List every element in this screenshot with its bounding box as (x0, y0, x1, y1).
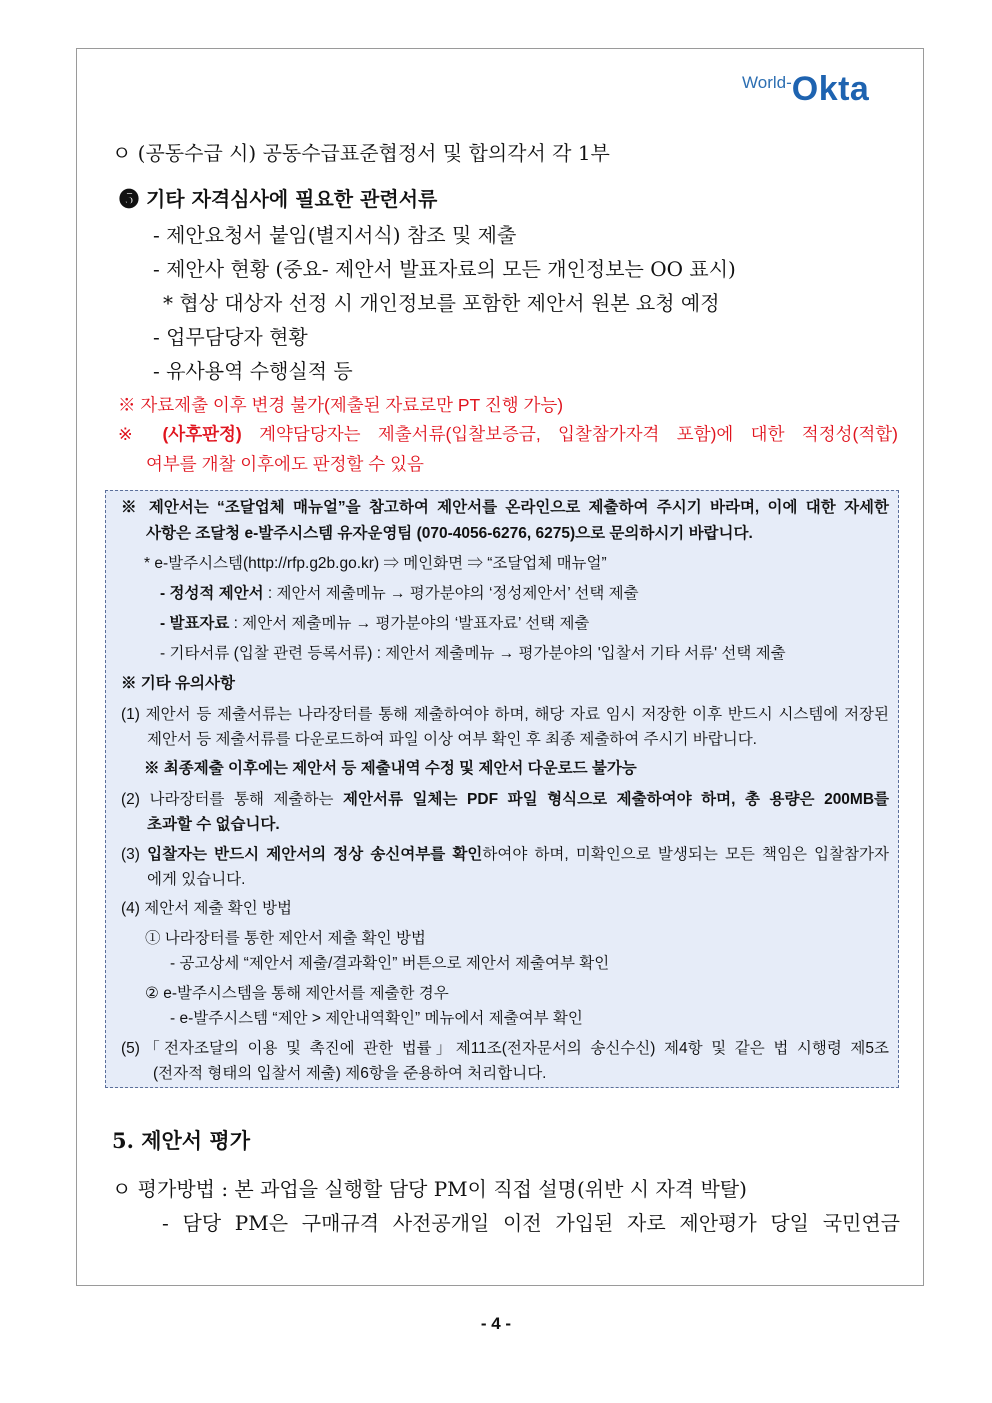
logo-name: Okta (791, 70, 870, 108)
evaluation-pm-note: - 담당 PM은 구매규격 사전공개일 이전 가입된 자로 제안평가 당일 국민연금 (162, 1211, 900, 1235)
box-line-18: ② e-발주시스템을 통해 제안서를 제출한 경우 (145, 985, 449, 1002)
box-line-7: ※ 기타 유의사항 (121, 675, 235, 692)
box-line-6: - 기타서류 (입찰 관련 등록서류) : 제안서 제출메뉴 → 평가분야의 '입찰서 기타 서류' 선택 제출 (160, 645, 786, 662)
box-line-8: (1) 제안서 등 제출서류는 나라장터를 통해 제출하여야 하며, 해당 자료 임시 저장한 이후 반드시 시스템에 저장된 (121, 706, 889, 723)
box-line-11 (121, 789, 889, 811)
box-line-1: ※ 제안서는 “조달업체 매뉴얼”을 참고하여 제안서를 온라인으로 제출하여 주시기 바라며, 이에 대한 자세한 (121, 499, 889, 516)
box-line-3: * e-발주시스템(http://rfp.g2b.go.kr) ⇒ 메인화면 ⇒ “조달업체 매뉴얼” (144, 555, 607, 572)
box-line-17: - 공고상세 “제안서 제출/결과확인” 버튼으로 제안서 제출여부 확인 (170, 955, 610, 972)
box-line-4-text: : 제안서 제출메뉴 → 평가분야의 ‘정성제안서’ 선택 제출 (263, 585, 639, 602)
red-notice-3: 여부를 개찰 이후에도 판정할 수 있음 (146, 454, 424, 474)
box-line-9: 제안서 등 제출서류를 다운로드하여 파일 이상 여부 확인 후 최종 제출하여 주시기 바랍니다. (147, 731, 757, 748)
box-line-13 (121, 844, 889, 866)
box-line-2: 사항은 조달청 e-발주시스템 유자운영팀 (070-4056-6276, 6275)으로 문의하시기 바랍니다. (146, 525, 753, 542)
box-line-19: - e-발주시스템 “제안 > 제안내역확인” 메뉴에서 제출여부 확인 (170, 1010, 583, 1027)
box-line-10: ※ 최종제출 이후에는 제안서 등 제출내역 수정 및 제안서 다운로드 불가능 (144, 760, 637, 777)
red-notice-mark: ※ (118, 424, 146, 444)
logo-prefix: World- (742, 73, 792, 92)
section-heading-other-docs: ❺ 기타 자격심사에 필요한 관련서류 (119, 187, 438, 211)
joint-supply-line: ㅇ (공동수급 시) 공동수급표준협정서 및 합의각서 각 1부 (112, 141, 610, 165)
red-notice-1: ※ 자료제출 이후 변경 불가(제출된 자료로만 PT 진행 가능) (118, 395, 564, 415)
doc-item-4: - 유사용역 수행실적 등 (153, 359, 353, 383)
page-number: - 4 - (480, 1314, 512, 1333)
box-line-15: (4) 제안서 제출 확인 방법 (121, 900, 292, 917)
red-notice-2 (118, 421, 898, 447)
box-line-13-a: (3) (121, 846, 148, 863)
evaluation-method: ㅇ 평가방법 : 본 과업을 실행할 담당 PM이 직접 설명(위반 시 자격 박탈) (112, 1177, 747, 1201)
box-line-12: 초과할 수 없습니다. (147, 816, 280, 833)
box-line-14: 에게 있습니다. (147, 871, 246, 888)
box-line-5 (160, 613, 589, 635)
red-notice-text: 계약담당자는 제출서류(입찰보증금, 입찰참가자격 포함)에 대한 적정성(적합) (241, 424, 898, 444)
doc-item-2: - 제안사 현황 (중요- 제안서 발표자료의 모든 개인정보는 OO 표시) (153, 257, 736, 281)
box-line-13-b: 입찰자는 반드시 제안서의 정상 송신여부를 확인 (147, 846, 483, 863)
box-line-11-b: 제안서류 일체는 PDF 파일 형식으로 제출하여야 하며, 총 용량은 200MB를 (343, 791, 890, 808)
doc-item-3: - 업무담당자 현황 (153, 325, 308, 349)
red-notice-bold: (사후판정) (162, 424, 242, 444)
box-line-5-text: : 제안서 제출메뉴 → 평가분야의 ‘발표자료’ 선택 제출 (229, 615, 590, 632)
box-line-20: (5)「전자조달의 이용 및 촉진에 관한 법률」제11조(전자문서의 송신수신) 제4항 및 같은 법 시행령 제5조 (121, 1040, 889, 1057)
doc-item-1: - 제안요청서 붙임(별지서식) 참조 및 제출 (153, 223, 517, 247)
doc-note: * 협상 대상자 선정 시 개인정보를 포함한 제안서 원본 요청 예정 (163, 291, 720, 315)
box-line-5-label: - 발표자료 (160, 615, 230, 632)
box-line-11-a: (2) 나라장터를 통해 제출하는 (121, 791, 344, 808)
box-line-21: (전자적 형태의 입찰서 제출) 제6항을 준용하여 처리합니다. (153, 1065, 547, 1082)
box-line-4-label: - 정성적 제안서 (160, 585, 264, 602)
box-line-13-c: 하여야 하며, 미확인으로 발생되는 모든 책임은 입찰참가자 (482, 846, 889, 863)
box-line-4 (160, 583, 639, 605)
section-5-title: 5. 제안서 평가 (112, 1128, 250, 1153)
box-line-16: ① 나라장터를 통한 제안서 제출 확인 방법 (145, 930, 426, 947)
world-okta-logo (742, 70, 869, 110)
